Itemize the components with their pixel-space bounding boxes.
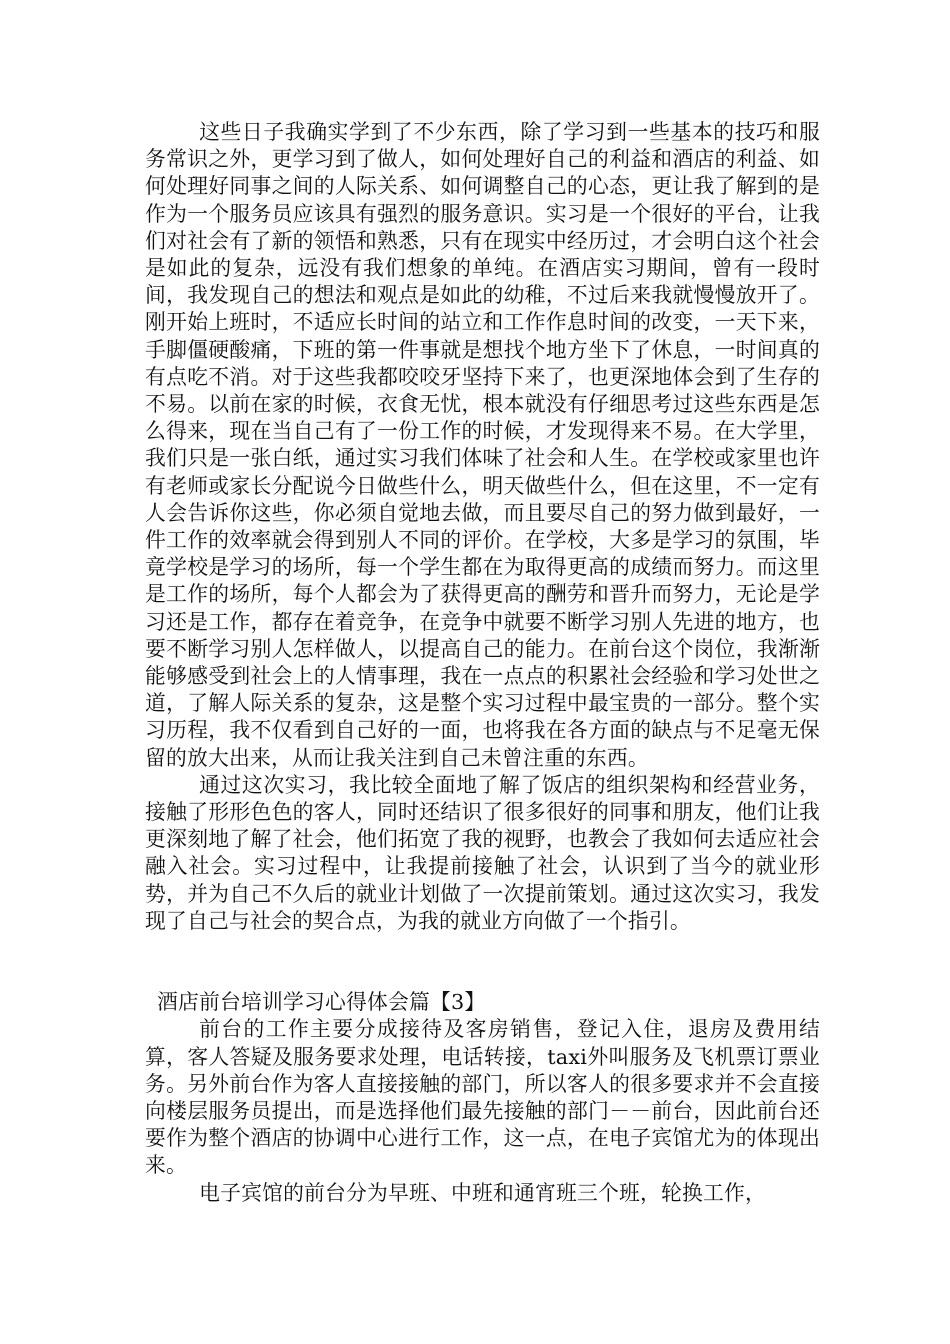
section-spacer: [145, 935, 820, 989]
paragraph-4: 电子宾馆的前台分为早班、中班和通宵班三个班，轮换工作，: [199, 1180, 766, 1205]
paragraph-1: 这些日子我确实学到了不少东西，除了学习到一些基本的技巧和服务常识之外，更学习到了做人，如何处理好自己的利益和酒店的利益、如何处理好同事之间的人际关系、如何调整自己的心态，更让我了解到的是作为一个服务员应该具有强烈的服务意识。实习是一个很好的平台，让我们对社会有了新的领悟和熟悉，只有在现实中经历过，才会明白这个社会是如此的复杂，远没有我们想象的单纯。在酒店实习期间，曾有一段时间，我发现自己的想法和观点是如此的幼稚，不过后来我就慢慢放开了。刚开始上班时，不适应长时间的站立和工作作息时间的改变，一天下来，手脚僵硬酸痛，下班的第一件事就是想找个地方坐下了休息，一时间真的有点吃不消。对于这些我都咬咬牙坚持下来了，也更深地体会到了生存的不易。以前在家的时候，衣食无忧，根本就没有仔细思考过这些东西是怎么得来，现在当自己有了一份工作的时候，才发现得来不易。在大学里，我们只是一张白纸，通过实习我们体味了社会和人生。在学校或家里也许有老师或家长分配说今日做些什么，明天做些什么，但在这里，不一定有人会告诉你这些，你必须自觉地去做，而且要尽自己的努力做到最好，一件工作的效率就会得到别人不同的评价。在学校，大多是学习的氛围，毕竟学校是学习的场所，每一个学生都在为取得更高的成绩而努力。而这里是工作的场所，每个人都会为了获得更高的酬劳和晋升而努力，无论是学习还是工作，都存在着竞争，在竞争中就要不断学习别人先进的地方，也要不断学习别人怎样做人，以提高自己的能力。在前台这个岗位，我渐渐能够感受到社会上的人情事理，我在一点点的积累社会经验和学习处世之道，了解人际关系的复杂，这是整个实习过程中最宝贵的一部分。整个实习历程，我不仅看到自己好的一面，也将我在各方面的缺点与不足毫无保留的放大出来，从而让我关注到自己未曾注重的东西。: [145, 120, 820, 770]
paragraph-2: 通过这次实习，我比较全面地了解了饭店的组织架构和经营业务，接触了形形色色的客人，同时还结识了很多很好的同事和朋友，他们让我更深刻地了解了社会，他们拓宽了我的视野，也教会了我如何去适应社会融入社会。实习过程中，让我提前接触了社会，认识到了当今的就业形势，并为自己不久后的就业计划做了一次提前策划。通过这次实习，我发现了自己与社会的契合点，为我的就业方向做了一个指引。: [145, 772, 820, 933]
section-heading: 酒店前台培训学习心得体会篇【3】: [157, 990, 486, 1015]
paragraph-3: 前台的工作主要分成接待及客房销售，登记入住，退房及费用结算，客人答疑及服务要求处理，电话转接，taxi外叫服务及飞机票订票业务。另外前台作为客人直接接触的部门，所以客人的很多要求并不会直接向楼层服务员提出，而是选择他们最先接触的部门－－前台，因此前台还要作为整个酒店的协调中心进行工作，这一点，在电子宾馆尤为的体现出来。: [145, 1017, 820, 1178]
document-body: [145, 119, 820, 1207]
